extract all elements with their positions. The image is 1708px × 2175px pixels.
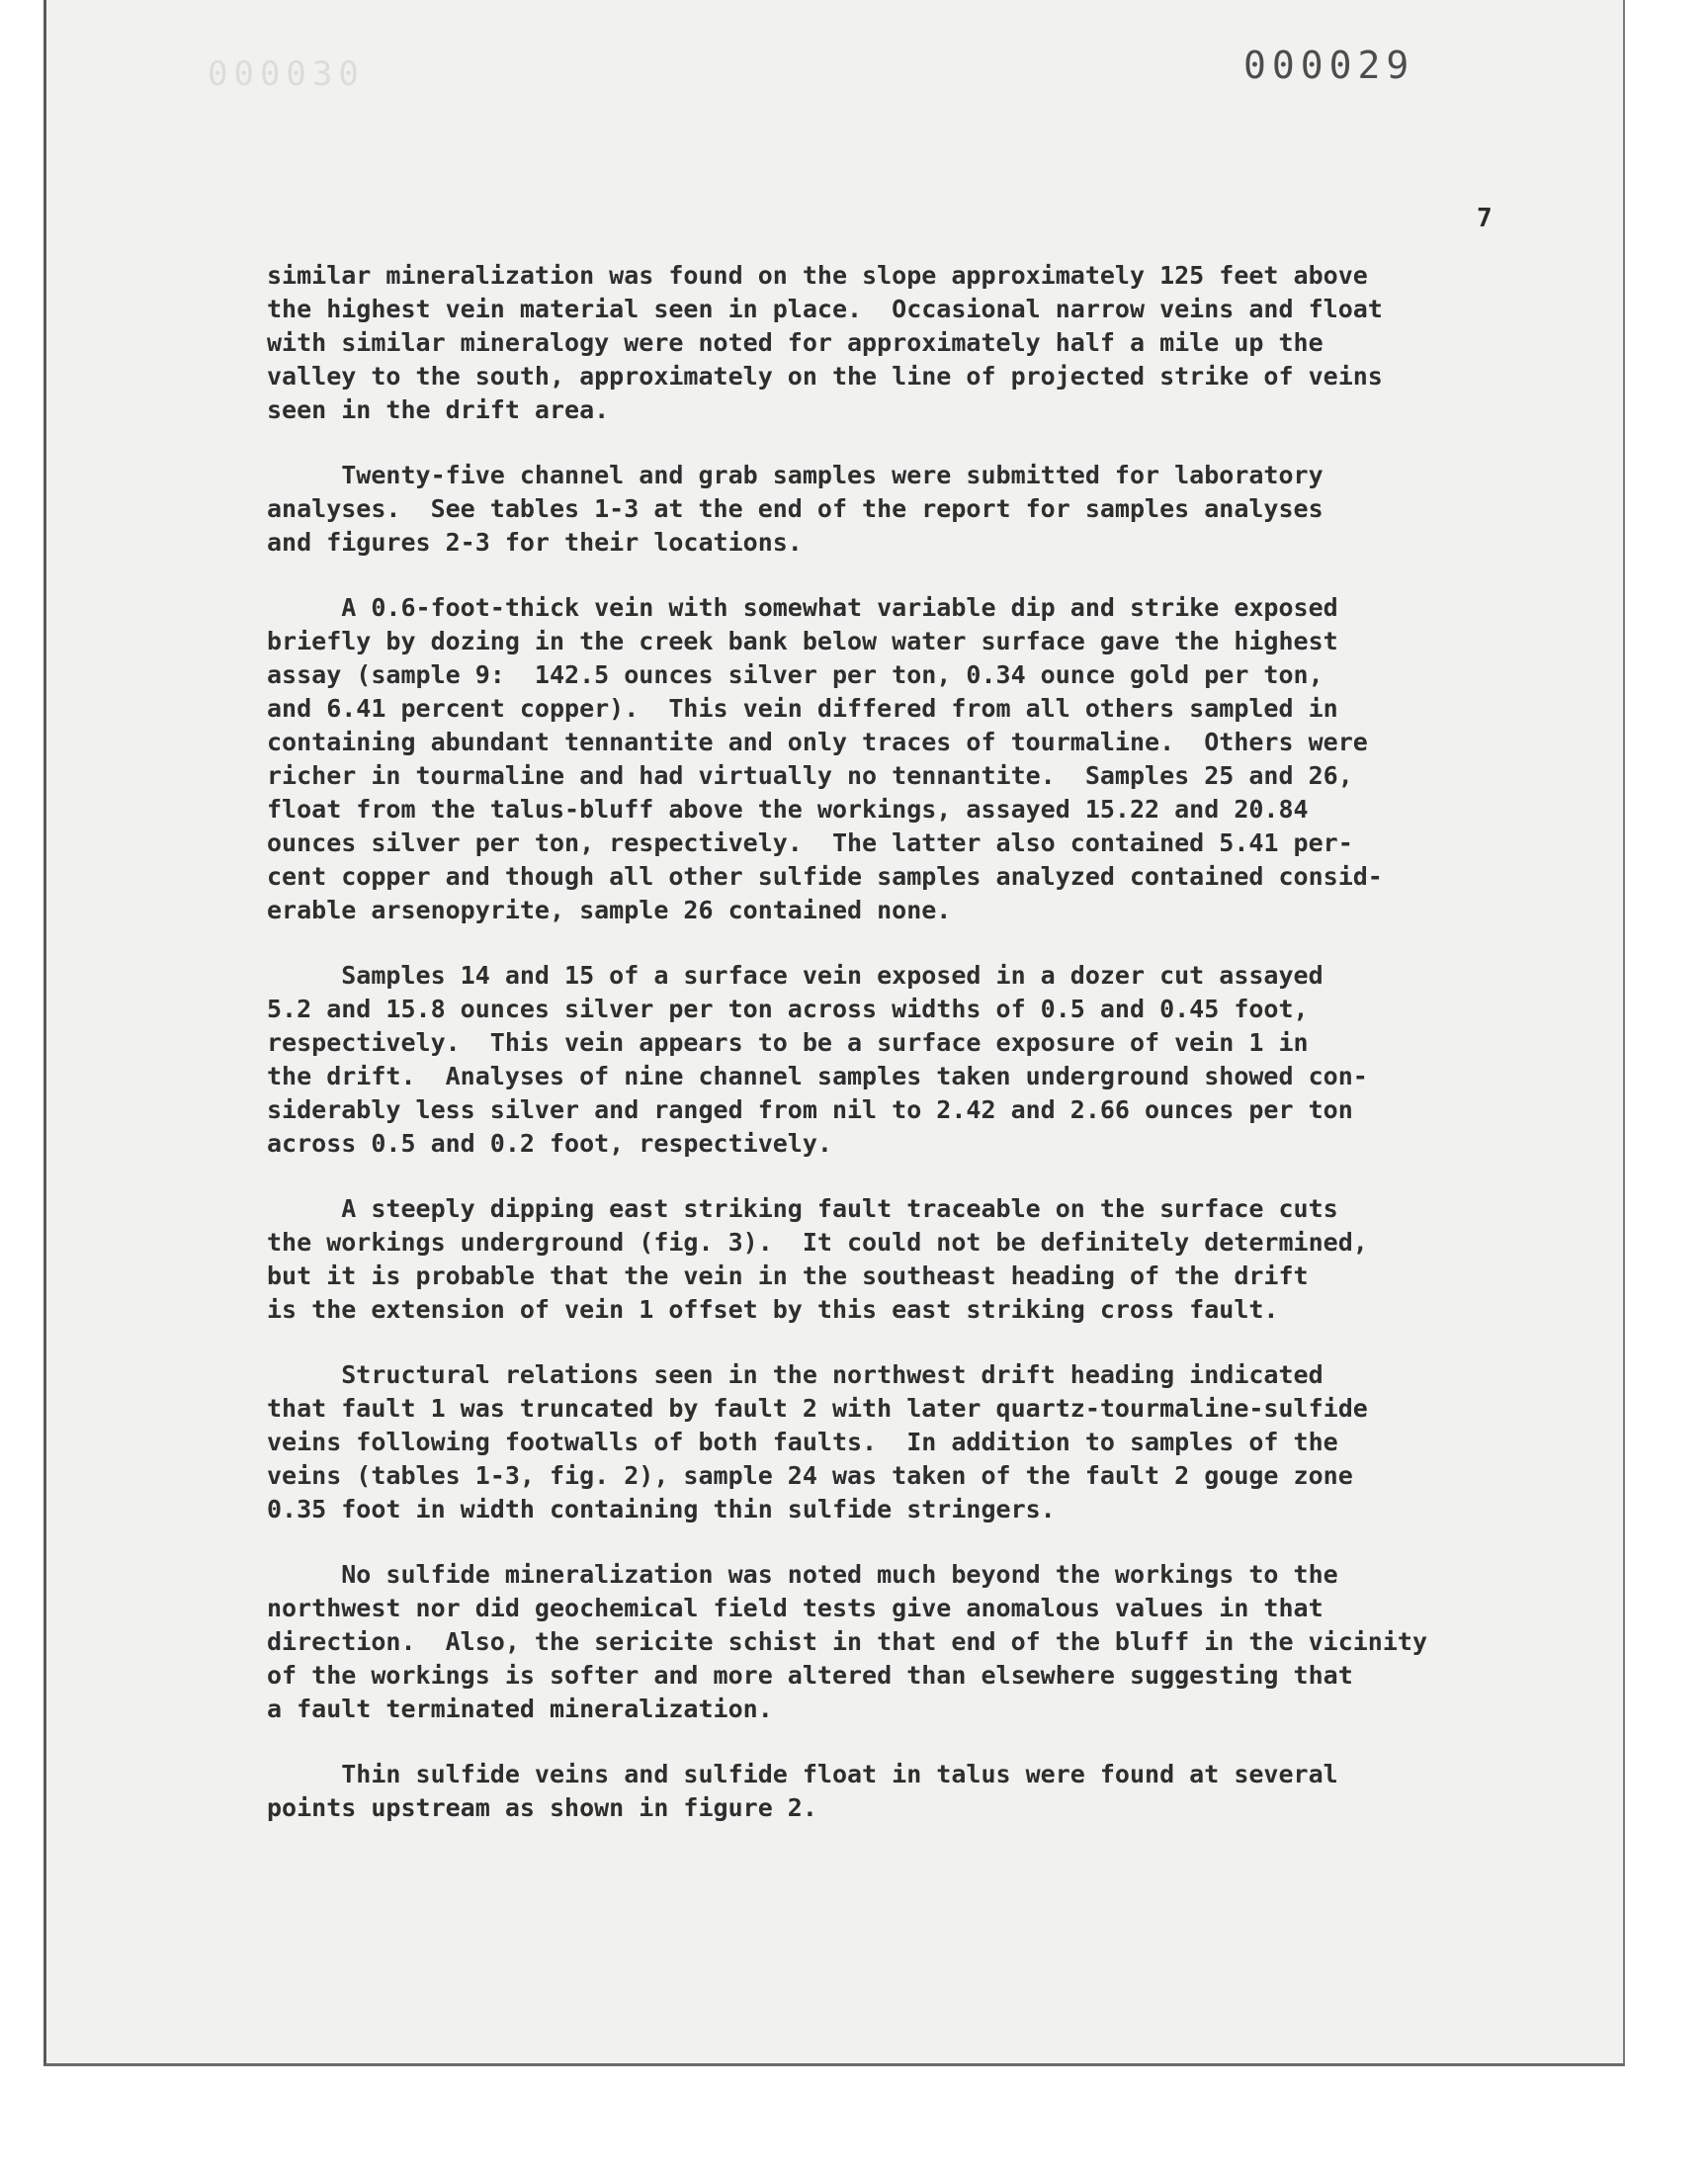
report-body [267, 259, 1572, 1857]
paragraph-mineralization-slope: similar mineralization was found on the slope approximately 125 feet above the highest vein material seen in place. Occasional narrow veins and float with similar mineralogy were noted for approximately half a mile up the valley to the south, approximately on the line of projected strike of veins seen in the drift area. [267, 261, 1383, 424]
paragraph-surface-vein: Samples 14 and 15 of a surface vein exposed in a dozer cut assayed 5.2 and 15.8 ounces silver per ton across widths of 0.5 and 0.45 foot, respectively. This vein appears to be a surface exposure of vein 1 in the drift. Analyses of nine channel samples taken underground showed con- siderably less silver and ranged from nil to 2.42 and 2.66 ounces per ton across 0.5 and 0.2 foot, respectively. [267, 961, 1368, 1158]
page-number: 7 [1477, 204, 1493, 233]
paragraph-upstream-veins: Thin sulfide veins and sulfide float in talus were found at several points upstream as shown in figure 2. [267, 1760, 1338, 1822]
document-number: 000029 [1243, 44, 1415, 87]
paragraph-east-fault: A steeply dipping east striking fault traceable on the surface cuts the workings underground (fig. 3). It could not be definitely determined, but it is probable that the vein in the southeast heading of the drift is the extension of vein 1 offset by this east striking cross fault. [267, 1194, 1368, 1324]
ghost-document-number: 000030 [208, 54, 365, 94]
paragraph-samples-submitted: Twenty-five channel and grab samples were submitted for laboratory analyses. See tables 1-3 at the end of the report for samples analyses and figures 2-3 for their locations. [267, 461, 1324, 557]
paragraph-highest-assay: A 0.6-foot-thick vein with somewhat variable dip and strike exposed briefly by dozing in the creek bank below water surface gave the highest assay (sample 9: 142.5 ounces silver per ton, 0.34 ounce gold per ton, and 6.41 percent copper). This vein differed from all others sampled in containing abundant tennantite and only traces of tourmaline. Others were richer in tourmaline and had virtually no tennantite. Samples 25 and 26, float from the talus-bluff above the workings, assayed 15.22 and 20.84 ounces silver per ton, respectively. The latter also contained 5.41 per- cent copper and though all other sulfide samples analyzed contained consid- erable arsenopyrite, sample 26 contained none. [267, 593, 1383, 924]
paragraph-structural-relations: Structural relations seen in the northwest drift heading indicated that fault 1 was truncated by fault 2 with later quartz-tourmaline-sulfide veins following footwalls of both faults. In addition to samples of the veins (tables 1-3, fig. 2), sample 24 was taken of the fault 2 gouge zone 0.35 foot in width containing thin sulfide stringers. [267, 1360, 1368, 1523]
paragraph-northwest-mineralization: No sulfide mineralization was noted much beyond the workings to the northwest nor did geochemical field tests give anomalous values in that direction. Also, the sericite schist in that end of the bluff in the vicinity of the workings is softer and more altered than elsewhere suggesting that a fault terminated mineralization. [267, 1560, 1427, 1723]
